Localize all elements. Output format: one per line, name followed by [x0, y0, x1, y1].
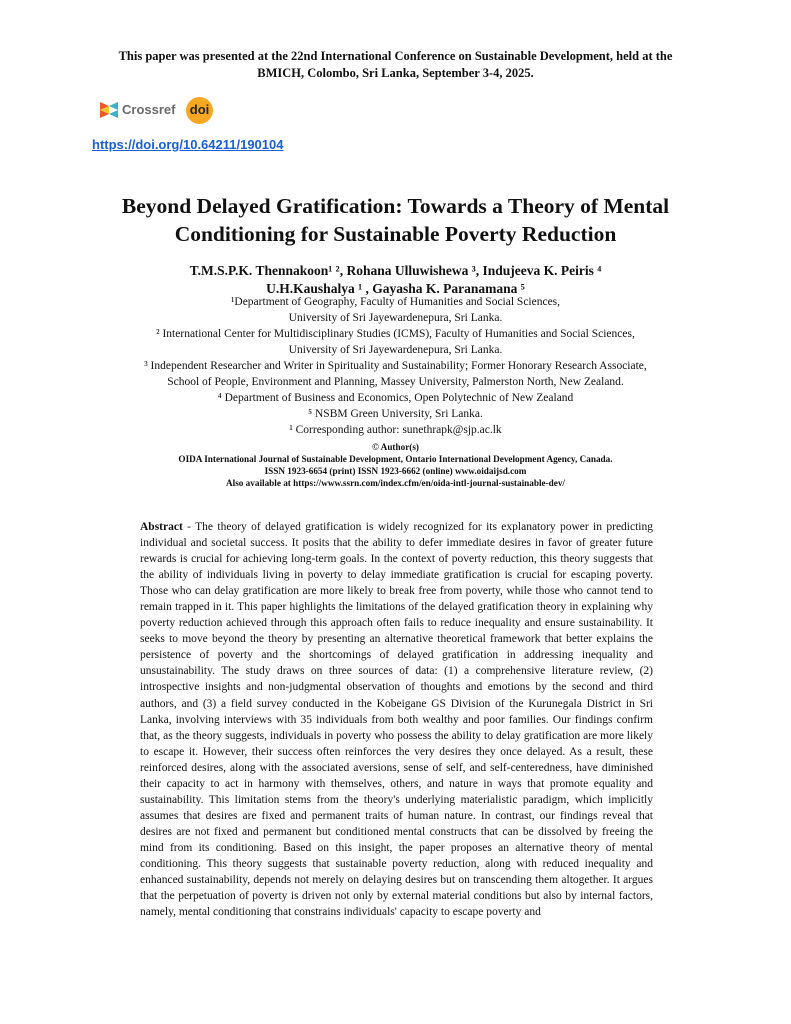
doi-link[interactable]: https://doi.org/10.64211/190104: [92, 137, 284, 152]
journal-info: [0, 441, 791, 489]
author-list: [0, 262, 791, 298]
conference-note-line-1: This paper was presented at the 22nd International Conference on Sustainable Development, held at the: [118, 49, 673, 63]
conference-note-line-2: BMICH, Colombo, Sri Lanka, September 3-4, 2025.: [257, 66, 534, 80]
journal-name: OIDA International Journal of Sustainable Development, Ontario International Development Agency, Canada.: [178, 454, 613, 464]
ssrn-line: Also available at https://www.ssrn.com/index.cfm/en/oida-intl-journal-sustainable-dev/: [226, 478, 565, 488]
title-line-1: Beyond Delayed Gratification: Towards a Theory of Mental: [121, 194, 670, 218]
authors-line-1: T.M.S.P.K. Thennakoon¹ ², Rohana Ulluwishewa ³, Indujeeva K. Peiris ⁴: [189, 263, 602, 278]
crossref-label: Crossref: [122, 102, 176, 117]
affiliations: [0, 294, 791, 438]
corresponding-author: ¹ Corresponding author: sunethrapk@sjp.ac.lk: [289, 424, 502, 436]
affiliation-line: ⁵ NSBM Green University, Sri Lanka.: [308, 408, 483, 420]
affiliation-line: ² International Center for Multidisciplinary Studies (ICMS), Faculty of Humanities and Social Sciences,: [156, 328, 635, 340]
paper-title: [0, 192, 791, 248]
abstract-text: - The theory of delayed gratification is widely recognized for its explanatory power in predicting individual and societal success. It posits that the ability to defer immediate desires in favor of greater future rewards is crucial for achieving long-term goals. In the context of poverty reduction, this theory suggests that the ability of individuals living in poverty to delay immediate gratification is crucial for escaping poverty. Those who can delay gratification are more likely to break free from poverty, while those who cannot tend to remain trapped in it. This paper highlights the limitations of the delayed gratification theory in explaining why poverty reduction achieved through this approach often fails to reduce inequality and ensure sustainability. It seeks to move beyond the theory by presenting an alternative theoretical framework that better explains the persistence of poverty and the shortcomings of delayed gratification in addressing inequality and unsustainability. The study draws on three sources of data: (1) a comprehensive literature review, (2) introspective insights and non-judgmental observation of thoughts and emotions by the second and third authors, and (3) a field survey conducted in the Kobeigane GS Division of the Kurunegala District in Sri Lanka, involving interviews with 35 individuals from both wealthy and poor families. Our findings confirm that, as the theory suggests, individuals in poverty who possess the ability to delay gratification are more likely to escape it. However, their success often reinforces the very desires they once delayed. As a result, these reinforced desires, along with the associated aversions, sense of self, and self-centeredness, have diminished their capacity to act in harmony with themselves, others, and nature in ways that promote equality and sustainability. This limitation stems from the theory's underlying materialistic paradigm, which implicitly assumes that desires are fixed and permanent traits of human nature. In contrast, our findings reveal that desires are not fixed and permanent but conditioned mental constructs that can be dissolved by freeing the mind from its conditioning. Based on this insight, the paper proposes an alternative theory of mental conditioning. This theory suggests that sustainable poverty reduction, along with reduced inequality and enhanced sustainability, depends not merely on delaying desires but on transcending them altogether. It argues that the perpetuation of poverty is driven not only by external material conditions but also by internal factors, namely, mental conditioning that constrains individuals' capacity to escape poverty and: [140, 521, 653, 919]
affiliation-line: ⁴ Department of Business and Economics, Open Polytechnic of New Zealand: [217, 392, 574, 404]
crossref-icon: [98, 100, 120, 120]
authors-line-2: U.H.Kaushalya ¹ , Gayasha K. Paranamana ⁵: [266, 281, 525, 296]
doi-icon[interactable]: [186, 97, 213, 124]
affiliation-line: ³ Independent Researcher and Writer in Spirituality and Sustainability; Former Honorary Research Associate,: [144, 360, 647, 372]
affiliation-line: University of Sri Jayewardenepura, Sri Lanka.: [288, 344, 503, 356]
affiliation-line: ¹Department of Geography, Faculty of Humanities and Social Sciences,: [230, 296, 561, 308]
affiliation-line: University of Sri Jayewardenepura, Sri Lanka.: [288, 312, 503, 324]
issn-line: ISSN 1923-6654 (print) ISSN 1923-6662 (online) www.oidaijsd.com: [264, 466, 527, 476]
conference-note: [0, 48, 791, 82]
copyright-line: © Author(s): [372, 442, 419, 452]
title-line-2: Conditioning for Sustainable Poverty Reduction: [174, 222, 617, 246]
affiliation-line: School of People, Environment and Planning, Massey University, Palmerston North, New Zealand.: [167, 376, 624, 388]
abstract: [140, 519, 653, 920]
crossref-logo[interactable]: [98, 97, 198, 123]
doi-label: doi: [189, 102, 210, 117]
abstract-label: Abstract: [140, 521, 183, 533]
